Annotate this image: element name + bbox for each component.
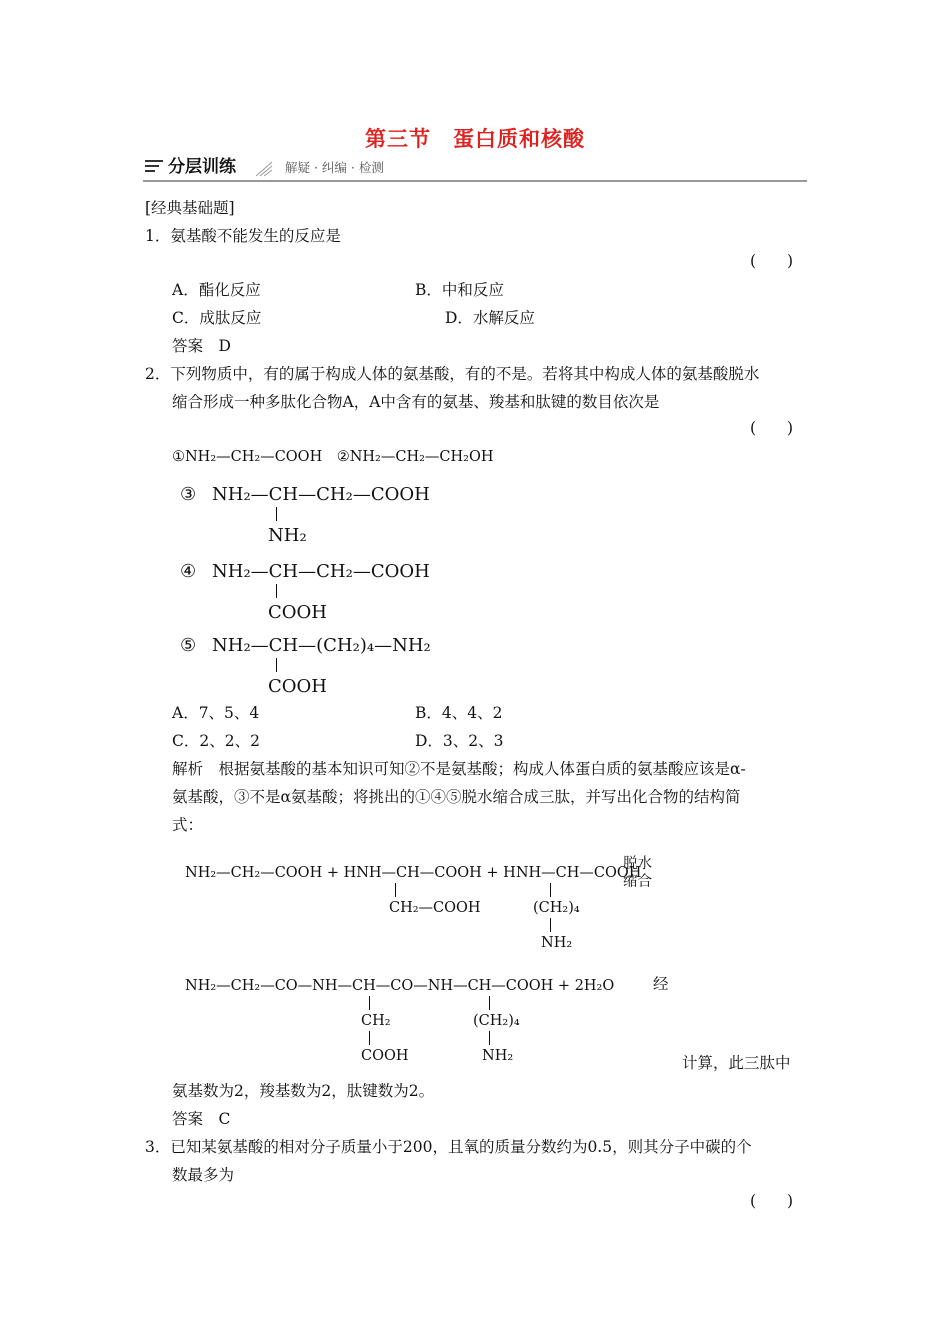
reactant-sidechain-2b: NH₂ bbox=[541, 935, 573, 951]
product-sidechain-1a: CH₂ bbox=[361, 1013, 391, 1029]
q2-stem-line2: 缩合形成一种多肽化合物A，A中含有的氨基、羧基和肽键的数目依次是 bbox=[172, 393, 660, 411]
q1-stem: 1．氨基酸不能发生的反应是 bbox=[145, 227, 341, 245]
q2-explanation-line4: 氨基数为2，羧基数为2，肽键数为2。 bbox=[172, 1082, 435, 1100]
reactant-sidechain-1: CH₂—COOH bbox=[389, 900, 481, 916]
q2-answer: 答案 C bbox=[172, 1110, 231, 1128]
q2-structure-3-number: ③ bbox=[180, 484, 197, 505]
q2-structure-4-number: ④ bbox=[180, 561, 197, 582]
q1-answer-blank: ( ) bbox=[750, 252, 794, 270]
q2-structures-1-2: ①NH₂—CH₂—COOH ②NH₂—CH₂—CH₂OH bbox=[172, 449, 494, 465]
q2-structure-3-main: NH₂—CH—CH₂—COOH bbox=[212, 484, 430, 505]
section-subtitle: 解疑 · 纠编 · 检测 bbox=[285, 160, 384, 175]
q3-stem-line2: 数最多为 bbox=[172, 1166, 235, 1184]
q1-option-b: B．中和反应 bbox=[415, 281, 504, 299]
q2-explanation-line2: 氨基酸，③不是α氨基酸；将挑出的①④⑤脱水缩合成三肽，并写出化合物的结构简 bbox=[172, 788, 741, 806]
jing-char: 经 bbox=[653, 975, 669, 993]
q2-structure-3-sub: NH₂ bbox=[268, 525, 307, 546]
product-bond-2 bbox=[369, 1031, 370, 1045]
reaction-condition-bottom: 缩合 bbox=[623, 874, 652, 890]
q2-structure-5-number: ⑤ bbox=[180, 635, 197, 656]
q2-explanation-line1: 解析 根据氨基酸的基本知识可知②不是氨基酸；构成人体蛋白质的氨基酸应该是α- bbox=[172, 760, 746, 778]
section-label: 分层训练 bbox=[168, 157, 236, 177]
category-heading: [经典基础题] bbox=[145, 199, 235, 217]
q2-structure-5-main: NH₂—CH—(CH₂)₄—NH₂ bbox=[212, 635, 431, 656]
q2-option-d: D．3、2、3 bbox=[415, 732, 504, 750]
q2-option-a: A．7、5、4 bbox=[172, 704, 260, 722]
q2-structure-4-bond bbox=[276, 584, 277, 598]
section-stripe-icon bbox=[254, 160, 274, 178]
product-sidechain-2b: NH₂ bbox=[482, 1048, 514, 1064]
q1-option-d: D．水解反应 bbox=[445, 309, 535, 327]
reaction-reactants: NH₂—CH₂—COOH + HNH—CH—COOH + HNH—CH—COOH bbox=[185, 865, 642, 881]
q2-structure-3-bond bbox=[276, 507, 277, 521]
q2-structure-4-main: NH₂—CH—CH₂—COOH bbox=[212, 561, 430, 582]
reaction-products: NH₂—CH₂—CO—NH—CH—CO—NH—CH—COOH + 2H₂O bbox=[185, 978, 615, 994]
q2-structure-5-sub: COOH bbox=[268, 676, 327, 697]
q1-answer: 答案 D bbox=[172, 337, 231, 355]
q2-structure-4-sub: COOH bbox=[268, 602, 327, 623]
product-sidechain-2a: (CH₂)₄ bbox=[473, 1013, 520, 1029]
product-bond-3 bbox=[489, 996, 490, 1010]
q2-explanation-line3: 式： bbox=[172, 816, 204, 834]
reactant-bond-1 bbox=[395, 883, 396, 897]
q2-answer-blank: ( ) bbox=[750, 419, 794, 437]
section-decoration-icon bbox=[143, 158, 165, 178]
q2-structure-5-bond bbox=[276, 658, 277, 672]
product-sidechain-1b: COOH bbox=[361, 1048, 409, 1064]
page-title: 第三节 蛋白质和核酸 bbox=[365, 126, 585, 151]
q2-calc-text: 计算，此三肽中 bbox=[682, 1054, 791, 1072]
reactant-bond-3 bbox=[550, 918, 551, 932]
reactant-bond-2 bbox=[550, 883, 551, 897]
q2-stem-line1: 2．下列物质中，有的属于构成人体的氨基酸，有的不是。若将其中构成人体的氨基酸脱水 bbox=[145, 365, 760, 383]
q1-option-a: A．酯化反应 bbox=[172, 281, 261, 299]
q3-answer-blank: ( ) bbox=[750, 1192, 794, 1210]
q1-option-c: C．成肽反应 bbox=[172, 309, 262, 327]
q2-option-c: C．2、2、2 bbox=[172, 732, 260, 750]
q3-stem-line1: 3．已知某氨基酸的相对分子质量小于200，且氧的质量分数约为0.5，则其分子中碳的个 bbox=[145, 1138, 752, 1156]
product-bond-1 bbox=[369, 996, 370, 1010]
reactant-sidechain-2a: (CH₂)₄ bbox=[533, 900, 580, 916]
q2-option-b: B．4、4、2 bbox=[415, 704, 503, 722]
reaction-condition-top: 脱水 bbox=[623, 856, 652, 872]
section-divider bbox=[143, 180, 807, 182]
product-bond-4 bbox=[489, 1031, 490, 1045]
